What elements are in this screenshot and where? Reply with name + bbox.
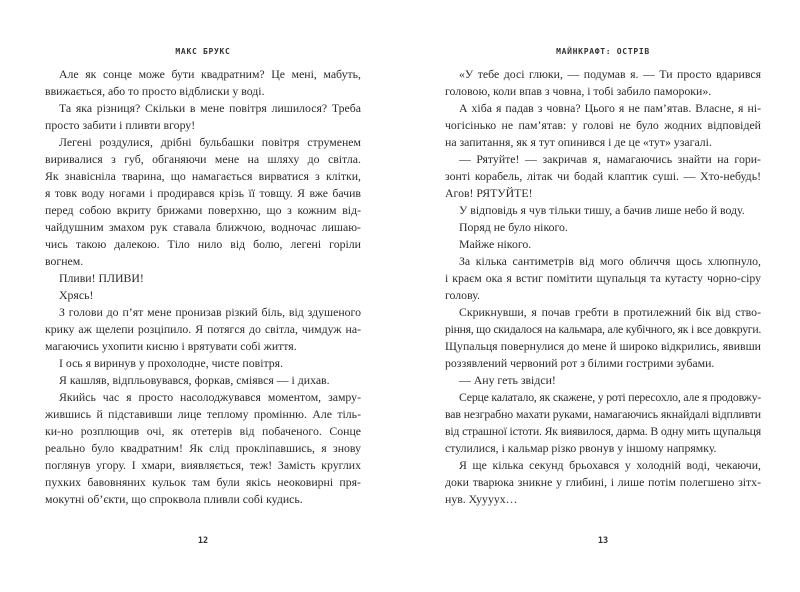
text-line: мокутні об’єкти, що спроквола пливли собі кудись.	[45, 492, 303, 506]
text-line: головою, коли впав з човна, і тобі забило памороки».	[445, 84, 712, 98]
text-line: зонті корабель, літак чи бодай клаптик суші. — Хто-небудь!	[445, 169, 761, 183]
text-line: З голови до п’ят мене пронизав різкий біль, від здушеного	[59, 305, 361, 319]
text-line: від страшної істоти. Як виявилося, дарма. В одну мить щупальця	[445, 424, 761, 438]
text-line: роззявлений червоний рот з білими гострими зубами.	[445, 356, 715, 370]
text-line: Серце калатало, як скажене, у роті пересохло, але я продовжу-	[459, 390, 761, 404]
text-line: Щупальця повернулися до мене й широко відкрились, явивши	[445, 339, 761, 353]
text-line: поглянув угору. І хмари, виявляється, теж! Замість круглих	[45, 458, 361, 472]
text-line: реально було квадратним! Як слід прокліпавшись, я знову	[45, 441, 361, 455]
text-line: чогісінько не пам’ятав: у голові не було жодних відповідей	[445, 118, 761, 132]
text-line: — Рятуйте! — закричав я, намагаючись знайти на гори-	[459, 152, 761, 166]
text-line: чись такою далекою. Тіло нило від болю, легені горіли	[45, 237, 361, 251]
page-left	[45, 0, 361, 592]
text-line: ввижається, або то просто відблиски у воді.	[45, 84, 265, 98]
page-body	[45, 66, 361, 508]
text-line: За кілька сантиметрів від мого обличчя щось хлюпнуло,	[459, 254, 761, 268]
text-line: чайдушним змахом рук ставала ближчою, водночас лишаю-	[45, 220, 361, 234]
text-line: Легені роздулися, дрібні бульбашки повітря струменем	[59, 135, 361, 149]
text-line: вав незграбно махати руками, намагаючись якнайдалі відпливти	[445, 407, 761, 421]
text-line: — Ану геть звідси!	[459, 373, 556, 387]
text-line: «У тебе досі глюки, — подумав я. — Ти просто вдарився	[459, 67, 761, 81]
text-line: Та яка різниця? Скільки в мене повітря лишилося? Треба	[59, 101, 361, 115]
text-line: ріння, що скидалося на кальмара, але кубічного, як і все довкруги.	[445, 322, 761, 336]
text-line: Але як сонце може бути квадратним? Це мені, мабуть,	[59, 67, 361, 81]
running-header-author: МАКС БРУКС	[175, 47, 231, 56]
text-line: просто забити і пливти вгору!	[45, 118, 196, 132]
text-line: вогнем.	[45, 254, 84, 268]
text-line: Скрикнувши, я почав гребти в протилежний бік від ство-	[459, 305, 761, 319]
page-number: 13	[597, 536, 609, 546]
text-line: Як знавісніла тварина, що намагається вирватися з клітки,	[45, 169, 361, 183]
text-line: Я ще кілька секунд брьохався у холодній воді, чекаючи,	[459, 458, 761, 472]
text-line: виривалися з губ, обганяючи мене на шляху до світла.	[45, 152, 361, 166]
text-line: Пливи! ПЛИВИ!	[59, 271, 144, 285]
running-header-title: МАЙНКРАФТ: ОСТРІВ	[556, 47, 650, 56]
text-line: І ось я виринув у прохолодне, чисте повітря.	[59, 356, 284, 370]
page-right	[445, 0, 761, 592]
text-line: голову.	[445, 288, 480, 302]
text-line: нув. Хуууух…	[445, 492, 518, 506]
text-line: А хіба я падав з човна? Цього я не пам’ятав. Власне, я ні-	[459, 101, 761, 115]
text-line: У відповідь я чув тільки тишу, а бачив лише небо й воду.	[459, 203, 745, 217]
text-line: Якийсь час я просто насолоджувався моментом, замру-	[59, 390, 361, 404]
text-line: магаючись ухопити кисню і врятувати собі життя.	[45, 339, 297, 353]
text-line: Я кашляв, відпльовувався, форкав, сміявся — і дихав.	[59, 373, 330, 387]
text-line: Агов! РЯТУЙТЕ!	[445, 186, 533, 200]
text-line: Майже нікого.	[459, 237, 532, 251]
text-line: на запитання, як я тут опинився і де це «тут» узагалі.	[445, 135, 712, 149]
text-line: доки тварюка зникне у глибині, і лише потім полегшено зітх-	[445, 475, 761, 489]
text-line: Хрясь!	[59, 288, 94, 302]
page-number: 12	[197, 536, 209, 546]
text-line: крику аж щелепи розціпило. Я потягся до світла, чимдуж на-	[45, 322, 361, 336]
text-line: і краєм ока я встиг помітити щупальця та кутасту чорно-сіру	[445, 271, 761, 285]
text-line: я товк воду ногами і продирався крізь її товщу. Я вже бачив	[45, 186, 361, 200]
text-line: перед собою вкриту брижами поверхню, що з кожним від-	[45, 203, 361, 217]
text-line: стулилися, і кальмар різко рвонув у іншому напрямку.	[445, 441, 717, 455]
text-line: Поряд не було нікого.	[459, 220, 568, 234]
text-line: ки-но розплющив очі, як отетерів від побаченого. Сонце	[45, 424, 361, 438]
page-body	[445, 66, 761, 508]
text-line: пухких бавовняних кульок там були якісь неоковирні пря-	[45, 475, 361, 489]
text-line: жившись й підставивши лице теплому промінню. Але тіль-	[45, 407, 361, 421]
